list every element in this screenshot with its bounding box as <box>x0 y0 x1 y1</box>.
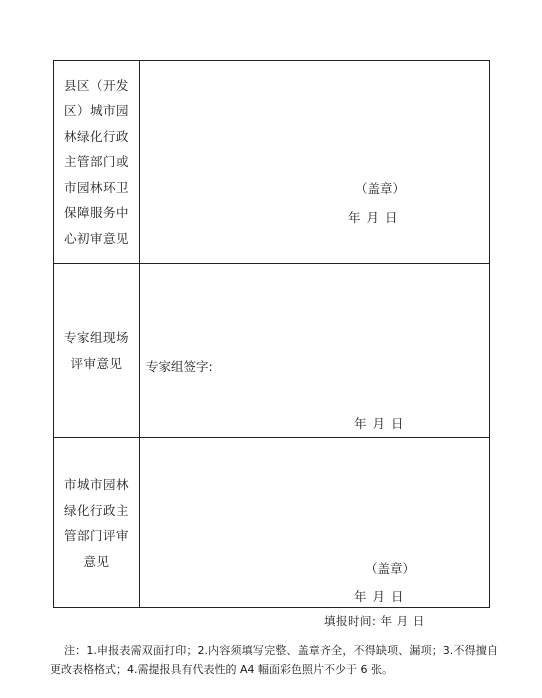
expert-review-row <box>54 263 489 437</box>
expert-signature-label: 专家组签字: <box>146 359 213 374</box>
date-label: 年 月 日 <box>354 589 405 604</box>
preliminary-review-label-cell <box>54 61 140 263</box>
date-label: 年 月 日 <box>348 210 399 225</box>
city-review-content[interactable] <box>140 438 489 608</box>
expert-review-label: 专家组现场评审意见 <box>63 330 129 371</box>
date-label: 年 月 日 <box>354 416 405 431</box>
approval-form-table <box>53 60 490 608</box>
expert-review-label-cell <box>54 264 140 437</box>
city-review-label-cell <box>54 438 140 608</box>
city-review-row <box>54 437 489 608</box>
preliminary-review-label: 县区（开发区）城市园林绿化行政主管部门或市园林环卫保障服务中心初审意见 <box>63 77 129 246</box>
seal-label: （盖章） <box>365 561 416 576</box>
preliminary-review-content[interactable] <box>140 61 489 263</box>
seal-label: （盖章） <box>355 181 406 196</box>
form-note: 注：1.申报表需双面打印；2.内容须填写完整、盖章齐全，不得缺项、漏项；3.不得擅自更改表格格式；4.需提报具有代表性的 A4 幅面彩色照片不少于 6 张。 <box>50 644 498 676</box>
expert-review-content[interactable] <box>140 264 489 437</box>
preliminary-review-row <box>54 61 489 263</box>
city-review-label: 市城市园林绿化行政主管部门评审意见 <box>63 477 129 569</box>
fill-time-label: 填报时间: 年 月 日 <box>324 614 425 628</box>
